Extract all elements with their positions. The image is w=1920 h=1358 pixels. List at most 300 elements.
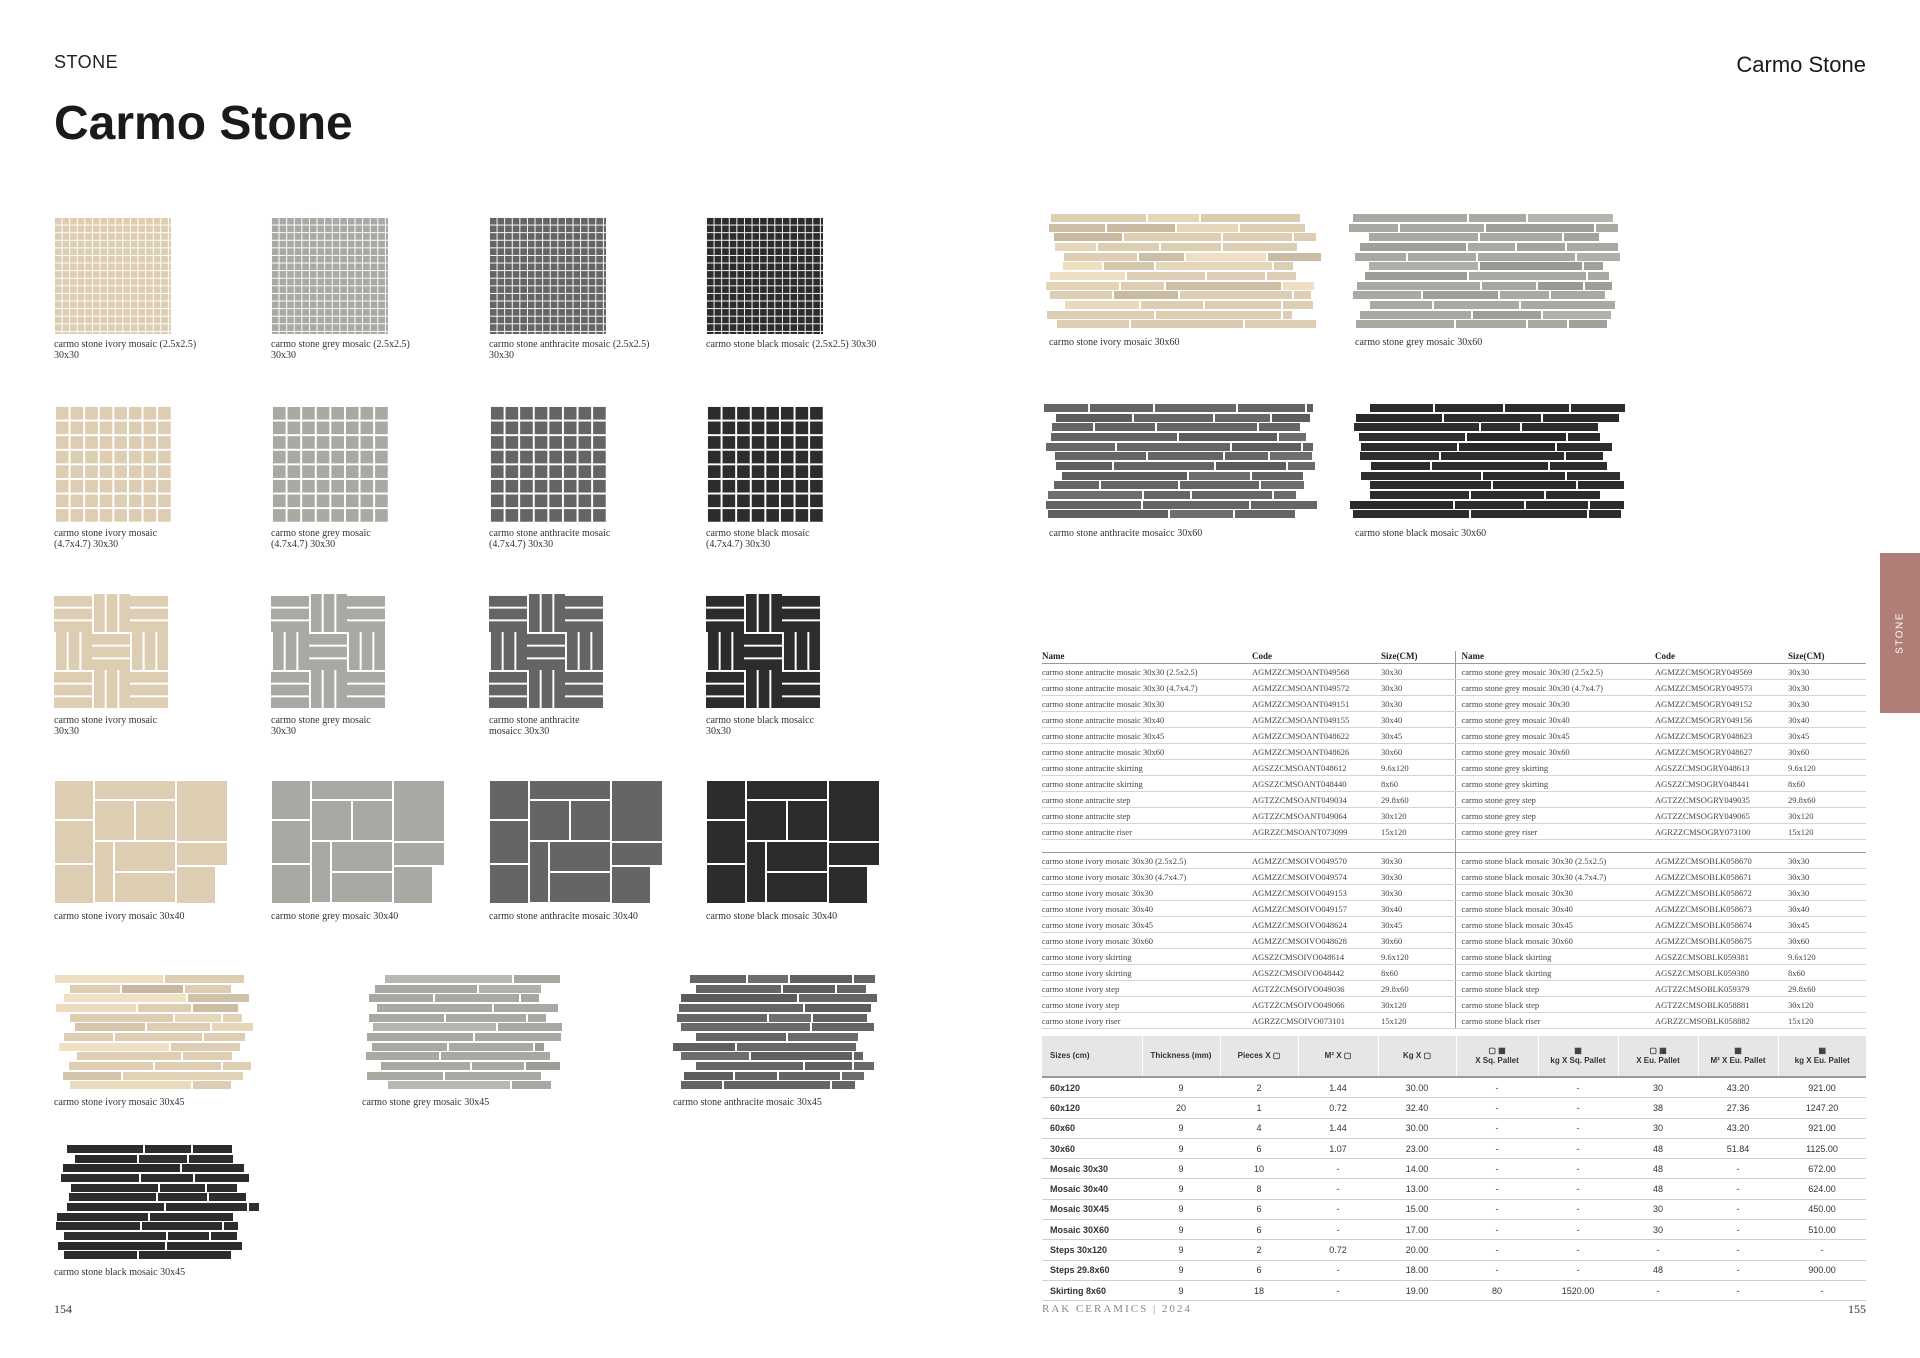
plank-piece — [1354, 423, 1479, 431]
caption: carmo stone grey mosaic 30x30 — [271, 715, 371, 737]
plank-piece — [385, 975, 512, 983]
plank-piece — [1349, 224, 1398, 232]
plank-piece — [61, 1174, 139, 1182]
table-cell: - — [1456, 1138, 1538, 1158]
plank-piece — [67, 1145, 143, 1153]
col-m2-eu-pallet: ▦ M² X Eu. Pallet — [1698, 1036, 1778, 1077]
plank-piece — [175, 1014, 221, 1022]
plank-piece — [1550, 462, 1607, 470]
plank-piece — [1369, 233, 1478, 241]
plank-piece — [115, 1033, 202, 1041]
plank-piece — [193, 1081, 231, 1089]
table-row — [1042, 808, 1866, 824]
plank-piece — [1057, 320, 1129, 328]
table-row — [1042, 1098, 1866, 1118]
plank-piece — [1252, 472, 1303, 480]
table-cell: carmo stone grey step — [1455, 792, 1655, 808]
plank-piece — [1050, 272, 1125, 280]
table-cell: carmo stone black step — [1455, 997, 1655, 1013]
plank-piece — [1357, 282, 1480, 290]
plank-piece — [372, 1043, 447, 1051]
table-cell: carmo stone black step — [1455, 981, 1655, 997]
table-cell: AGMZZCMSOIVO049153 — [1252, 885, 1381, 901]
table-cell: - — [1456, 1199, 1538, 1219]
table-cell: 20.00 — [1378, 1240, 1456, 1260]
plank-piece — [171, 1043, 240, 1051]
plank-piece — [193, 1145, 232, 1153]
plank-piece — [64, 1232, 166, 1240]
table-cell: 30x30 — [1788, 696, 1866, 712]
plank-piece — [224, 1222, 238, 1230]
plank-piece — [1371, 462, 1430, 470]
plank-piece — [367, 1072, 443, 1080]
plank-piece — [690, 975, 746, 983]
table-cell: 30.00 — [1378, 1118, 1456, 1138]
table-cell: 9 — [1142, 1077, 1220, 1098]
table-cell: 2 — [1220, 1077, 1298, 1098]
table-cell: AGMZZCMSOBLK058670 — [1655, 853, 1788, 869]
plank-piece — [479, 985, 541, 993]
plank-piece — [681, 1081, 722, 1089]
caption: carmo stone grey mosaic 30x45 — [362, 1097, 490, 1108]
table-cell: 30.00 — [1378, 1077, 1456, 1098]
table-cell: 1 — [1220, 1098, 1298, 1118]
plank-piece — [1048, 491, 1142, 499]
plank-piece — [1064, 253, 1137, 261]
plank-piece — [71, 1184, 158, 1192]
table-cell: Skirting 8x60 — [1042, 1280, 1142, 1300]
table-cell: - — [1618, 1280, 1698, 1300]
page-number-left: 154 — [54, 1302, 72, 1316]
plank-piece — [193, 1004, 238, 1012]
plank-piece — [207, 1184, 237, 1192]
table-cell: AGMZZCMSOGRY048627 — [1655, 744, 1788, 760]
plank-piece — [147, 1023, 210, 1031]
plank-piece — [1434, 301, 1519, 309]
plank-piece — [1370, 404, 1433, 412]
table-cell: AGMZZCMSOANT049155 — [1252, 712, 1381, 728]
table-cell: 29.8x60 — [1788, 792, 1866, 808]
plank-piece — [1155, 404, 1236, 412]
plank-piece — [1355, 253, 1406, 261]
table-cell: carmo stone grey step — [1455, 808, 1655, 824]
table-cell: AGRZZCMSOIVO073101 — [1252, 1013, 1381, 1029]
tile-grey-mosaic-25 — [271, 217, 388, 334]
table-cell: AGMZZCMSOGRY049156 — [1655, 712, 1788, 728]
table-cell: - — [1298, 1159, 1378, 1179]
table-cell: 9 — [1142, 1118, 1220, 1138]
col-thickness: Thickness (mm) — [1142, 1036, 1220, 1077]
table-cell: 30x40 — [1381, 901, 1455, 917]
plank-piece — [677, 1014, 767, 1022]
plank-piece — [1596, 224, 1618, 232]
plank-piece — [1283, 301, 1313, 309]
table-cell: 9 — [1142, 1159, 1220, 1179]
table-cell: - — [1698, 1159, 1778, 1179]
table-cell: 30x60 — [1788, 933, 1866, 949]
plank-piece — [1551, 291, 1605, 299]
plank-piece — [812, 1023, 874, 1031]
plank-piece — [1062, 472, 1187, 480]
table-cell: AGMZZCMSOBLK058671 — [1655, 869, 1788, 885]
table-row — [1042, 885, 1866, 901]
table-cell: 9 — [1142, 1199, 1220, 1219]
plank-piece — [1114, 291, 1178, 299]
table-cell: carmo stone black skirting — [1455, 965, 1655, 981]
table-cell: 9.6x120 — [1381, 760, 1455, 776]
table-row — [1042, 1199, 1866, 1219]
plank-piece — [498, 1023, 562, 1031]
table-cell: carmo stone grey riser — [1455, 824, 1655, 840]
plank-piece — [369, 1014, 444, 1022]
table-cell: 510.00 — [1778, 1220, 1866, 1240]
table-row — [1042, 949, 1866, 965]
plank-piece — [445, 1072, 541, 1080]
table-cell: 30x60 — [1381, 744, 1455, 760]
table-cell: carmo stone antracite skirting — [1042, 760, 1252, 776]
right-page-title: Carmo Stone — [1736, 52, 1866, 77]
plank-piece — [165, 975, 244, 983]
table-cell: Steps 30x120 — [1042, 1240, 1142, 1260]
table-cell: 15x120 — [1788, 1013, 1866, 1029]
table-cell: 30x40 — [1381, 712, 1455, 728]
table-cell: Mosaic 30x40 — [1042, 1179, 1142, 1199]
table-cell: carmo stone grey mosaic 30x60 — [1455, 744, 1655, 760]
table-cell: 9 — [1142, 1179, 1220, 1199]
section-label: STONE — [54, 52, 119, 72]
plank-piece — [1046, 501, 1141, 509]
code-table-header — [1042, 651, 1866, 664]
table-cell: carmo stone ivory mosaic 30x40 — [1042, 901, 1252, 917]
table-cell: 80 — [1456, 1280, 1538, 1300]
table-cell: carmo stone black mosaic 30x30 (2.5x2.5) — [1455, 853, 1655, 869]
plank-piece — [1564, 233, 1599, 241]
table-cell: 30x45 — [1381, 917, 1455, 933]
tile-black-mosaic-47 — [706, 405, 823, 522]
plank-piece — [1047, 311, 1154, 319]
table-cell: - — [1698, 1240, 1778, 1260]
caption: carmo stone anthracite mosaic 30x45 — [673, 1097, 822, 1108]
tile-grey-plank-30x45 — [364, 975, 570, 1091]
table-row — [1042, 869, 1866, 885]
plank-piece — [145, 1145, 191, 1153]
plank-piece — [1459, 443, 1555, 451]
table-row — [1042, 664, 1866, 680]
plank-piece — [681, 1052, 749, 1060]
tile-anthracite-plank-30x45 — [673, 975, 879, 1091]
col-size: Size(CM) — [1381, 651, 1455, 664]
table-cell: - — [1538, 1098, 1618, 1118]
plank-piece — [1139, 253, 1184, 261]
table-cell: 9 — [1142, 1138, 1220, 1158]
plank-piece — [1056, 462, 1112, 470]
table-row — [1042, 1138, 1866, 1158]
tile-anthracite-mosaic-47 — [489, 405, 606, 522]
table-cell: 30x120 — [1788, 808, 1866, 824]
plank-piece — [212, 1023, 253, 1031]
plank-piece — [189, 1155, 233, 1163]
table-cell: 900.00 — [1778, 1260, 1866, 1280]
plank-piece — [1369, 262, 1478, 270]
table-cell: 6 — [1220, 1260, 1298, 1280]
plank-piece — [1274, 491, 1296, 499]
plank-piece — [1478, 253, 1575, 261]
plank-piece — [1569, 320, 1607, 328]
table-cell: 18 — [1220, 1280, 1298, 1300]
table-cell: carmo stone ivory mosaic 30x45 — [1042, 917, 1252, 933]
table-cell: - — [1538, 1240, 1618, 1260]
plank-piece — [1238, 404, 1305, 412]
plank-piece — [1361, 443, 1457, 451]
table-cell: - — [1538, 1077, 1618, 1098]
plank-piece — [381, 1062, 470, 1070]
plank-piece — [735, 1072, 777, 1080]
plank-piece — [1148, 214, 1199, 222]
table-cell: AGTZZCMSOBLK059379 — [1655, 981, 1788, 997]
table-cell: carmo stone black mosaic 30x30 — [1455, 885, 1655, 901]
pallet-icon: ▦ — [1734, 1046, 1742, 1055]
plank-piece — [1517, 243, 1565, 251]
plank-piece — [63, 1164, 180, 1172]
plank-piece — [837, 985, 866, 993]
table-cell: 32.40 — [1378, 1098, 1456, 1118]
plank-piece — [77, 1052, 181, 1060]
table-cell: AGMZZCMSOGRY049573 — [1655, 680, 1788, 696]
caption: carmo stone ivory mosaic 30x40 — [54, 911, 185, 922]
plank-piece — [1268, 253, 1321, 261]
plank-piece — [1215, 414, 1270, 422]
table-cell: AGMZZCMSOBLK058674 — [1655, 917, 1788, 933]
plank-piece — [211, 1232, 237, 1240]
plank-piece — [223, 1062, 251, 1070]
plank-piece — [1526, 501, 1588, 509]
plank-piece — [1589, 510, 1621, 518]
caption: carmo stone black mosaic 30x45 — [54, 1267, 186, 1278]
table-cell: AGSZZCMSOANT048440 — [1252, 776, 1381, 792]
table-cell: AGTZZCMSOIVO049036 — [1252, 981, 1381, 997]
table-cell: AGTZZCMSOIVO049066 — [1252, 997, 1381, 1013]
table-cell: - — [1778, 1280, 1866, 1300]
plank-piece — [1360, 452, 1439, 460]
plank-piece — [1259, 423, 1300, 431]
plank-piece — [1189, 472, 1250, 480]
plank-piece — [1121, 282, 1164, 290]
plank-piece — [1471, 510, 1587, 518]
tile-ivory-plank-30x60 — [1042, 214, 1322, 330]
plank-piece — [167, 1242, 242, 1250]
table-cell: carmo stone grey mosaic 30x30 (2.5x2.5) — [1455, 664, 1655, 680]
table-cell: 8 — [1220, 1179, 1298, 1199]
table-cell: - — [1698, 1220, 1778, 1240]
table-cell: 624.00 — [1778, 1179, 1866, 1199]
plank-piece — [1584, 262, 1603, 270]
table-cell: 17.00 — [1378, 1220, 1456, 1240]
col-kg-eu-pallet: ▦ kg X Eu. Pallet — [1778, 1036, 1866, 1077]
table-cell: 30x30 — [1381, 664, 1455, 680]
plank-piece — [69, 1062, 153, 1070]
plank-piece — [1557, 443, 1612, 451]
table-cell: 9 — [1142, 1220, 1220, 1240]
plank-piece — [1400, 224, 1484, 232]
plank-piece — [684, 1072, 733, 1080]
table-cell: carmo stone ivory skirting — [1042, 965, 1252, 981]
plank-piece — [70, 985, 120, 993]
caption: carmo stone black mosaicc 30x30 — [706, 715, 815, 737]
table-cell: 15x120 — [1381, 824, 1455, 840]
table-cell: carmo stone antracite mosaic 30x60 — [1042, 744, 1252, 760]
plank-piece — [514, 975, 560, 983]
table-cell: AGRZZCMSOANT073099 — [1252, 824, 1381, 840]
table-cell: 30x30 — [1381, 853, 1455, 869]
col-kg: Kg X ▢ — [1378, 1036, 1456, 1077]
box-icon: ▢ — [1343, 1051, 1352, 1060]
table-cell: - — [1538, 1199, 1618, 1219]
tile-black-plank-30x45 — [54, 1145, 260, 1261]
table-cell: carmo stone ivory riser — [1042, 1013, 1252, 1029]
plank-piece — [388, 1081, 510, 1089]
plank-piece — [748, 975, 788, 983]
table-cell: 30 — [1618, 1220, 1698, 1240]
table-cell: - — [1698, 1199, 1778, 1219]
plank-piece — [122, 985, 183, 993]
table-cell: 30x60 — [1788, 744, 1866, 760]
table-cell: AGSZZCMSOBLK059381 — [1655, 949, 1788, 965]
plank-piece — [168, 1232, 209, 1240]
table-cell: carmo stone antracite mosaic 30x45 — [1042, 728, 1252, 744]
table-cell: - — [1456, 1118, 1538, 1138]
plank-piece — [805, 1004, 871, 1012]
plank-piece — [1294, 291, 1311, 299]
tile-ivory-plank-30x45 — [54, 975, 260, 1091]
col-kg-sq-pallet: ▦ kg X Sq. Pallet — [1538, 1036, 1618, 1077]
table-cell: 4 — [1220, 1118, 1298, 1138]
table-cell: 9.6x120 — [1788, 760, 1866, 776]
col-pieces: Pieces X ▢ — [1220, 1036, 1298, 1077]
plank-piece — [1370, 481, 1491, 489]
plank-piece — [1180, 291, 1292, 299]
plank-piece — [1360, 243, 1466, 251]
caption: carmo stone anthracite mosaicc 30x30 — [489, 715, 580, 737]
table-cell: AGSZZCMSOANT048612 — [1252, 760, 1381, 776]
table-cell: carmo stone antracite skirting — [1042, 776, 1252, 792]
plank-piece — [1441, 452, 1564, 460]
table-cell: 9.6x120 — [1381, 949, 1455, 965]
table-cell: 30x45 — [1381, 728, 1455, 744]
footer-brand: RAK CERAMICS | 2024 — [1042, 1303, 1192, 1315]
table-row — [1042, 965, 1866, 981]
plank-piece — [1216, 462, 1286, 470]
plank-piece — [1098, 243, 1159, 251]
table-row — [1042, 1280, 1866, 1300]
col-code: Code — [1252, 651, 1381, 664]
tile-grey-pattern-30x40 — [271, 780, 445, 904]
plank-piece — [681, 994, 797, 1002]
plank-piece — [1223, 233, 1292, 241]
table-cell: AGRZZCMSOGRY073100 — [1655, 824, 1788, 840]
plank-piece — [1274, 262, 1293, 270]
table-row — [1042, 1220, 1866, 1240]
table-row — [1042, 824, 1866, 840]
table-cell: carmo stone grey mosaic 30x30 (4.7x4.7) — [1455, 680, 1655, 696]
plank-piece — [1359, 433, 1465, 441]
table-cell: 48 — [1618, 1138, 1698, 1158]
table-row — [1042, 776, 1866, 792]
plank-piece — [1117, 443, 1230, 451]
table-cell: carmo stone antracite mosaic 30x30 — [1042, 696, 1252, 712]
plank-piece — [1279, 433, 1306, 441]
table-cell: - — [1456, 1260, 1538, 1280]
plank-piece — [1131, 320, 1243, 328]
plank-piece — [75, 1023, 145, 1031]
tile-anthracite-mosaic-25 — [489, 217, 606, 334]
plank-piece — [377, 1004, 492, 1012]
table-cell: - — [1778, 1240, 1866, 1260]
table-cell: - — [1456, 1179, 1538, 1199]
section-side-tab[interactable] — [1880, 553, 1920, 713]
plank-piece — [188, 994, 249, 1002]
plank-piece — [1469, 214, 1526, 222]
plank-piece — [75, 1155, 137, 1163]
plank-piece — [223, 1014, 242, 1022]
plank-piece — [1307, 404, 1313, 412]
table-cell: 921.00 — [1778, 1077, 1866, 1098]
table-cell: 30x45 — [1788, 917, 1866, 933]
plank-piece — [696, 985, 781, 993]
plank-piece — [1467, 433, 1566, 441]
plank-piece — [1156, 311, 1281, 319]
table-cell: carmo stone ivory step — [1042, 997, 1252, 1013]
table-cell: - — [1538, 1260, 1618, 1280]
table-cell: 30x30 — [1381, 696, 1455, 712]
tile-anthracite-pattern-30x40 — [489, 780, 663, 904]
plank-piece — [1356, 320, 1454, 328]
plank-piece — [1148, 452, 1223, 460]
table-row — [1042, 728, 1866, 744]
plank-piece — [528, 1014, 546, 1022]
plank-piece — [681, 1023, 810, 1031]
table-row — [1042, 917, 1866, 933]
table-cell: AGSZZCMSOBLK059380 — [1655, 965, 1788, 981]
table-cell: carmo stone ivory mosaic 30x30 — [1042, 885, 1252, 901]
table-cell: 30 — [1618, 1077, 1698, 1098]
table-cell: 15.00 — [1378, 1199, 1456, 1219]
table-cell: 6 — [1220, 1220, 1298, 1240]
plank-piece — [1480, 262, 1582, 270]
plank-piece — [209, 1193, 246, 1201]
table-cell: AGTZZCMSOGRY049035 — [1655, 792, 1788, 808]
plank-piece — [55, 975, 163, 983]
plank-piece — [1170, 510, 1233, 518]
plank-piece — [185, 985, 231, 993]
table-cell: 1520.00 — [1538, 1280, 1618, 1300]
col-sizes: Sizes (cm) — [1042, 1036, 1142, 1077]
plank-piece — [1578, 481, 1624, 489]
plank-piece — [64, 1251, 137, 1259]
side-tab-label: STONE — [1894, 612, 1906, 654]
table-cell: carmo stone antracite step — [1042, 792, 1252, 808]
plank-piece — [1207, 272, 1265, 280]
plank-piece — [842, 1072, 864, 1080]
plank-piece — [56, 1222, 140, 1230]
table-cell: 30x30 — [1788, 853, 1866, 869]
plank-piece — [1055, 452, 1146, 460]
box-icon: ▢ — [1272, 1051, 1281, 1060]
plank-piece — [1468, 243, 1515, 251]
table-row — [1042, 696, 1866, 712]
table-cell: AGSZZCMSOGRY048613 — [1655, 760, 1788, 776]
table-cell: 30x120 — [1788, 997, 1866, 1013]
table-row — [1042, 853, 1866, 869]
